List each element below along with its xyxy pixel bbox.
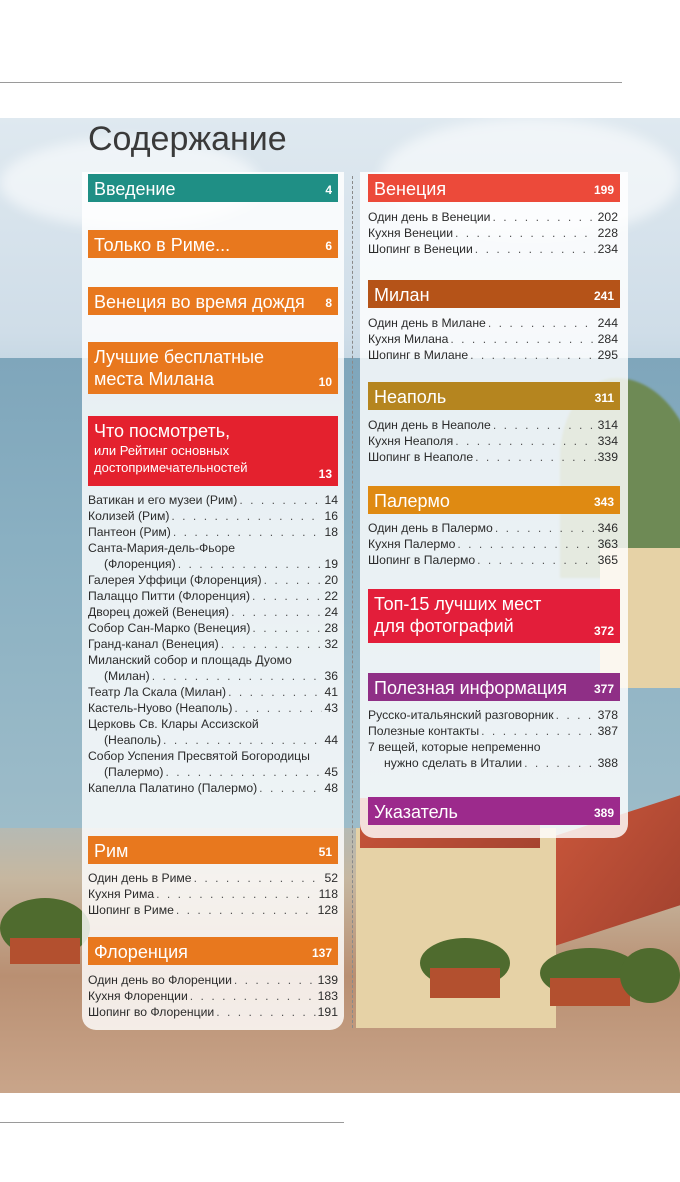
- column-divider: [352, 176, 353, 1028]
- page-number: 13: [318, 467, 332, 481]
- page-number: 51: [318, 845, 332, 859]
- page-number: 137: [311, 946, 332, 960]
- toc-entry[interactable]: Миланский собор и площадь Дуомо (Милан) . . . 36: [88, 652, 338, 684]
- section-useful-info[interactable]: [368, 673, 620, 701]
- section-label: Полезная информация: [374, 678, 567, 698]
- page-number: 241: [593, 289, 614, 303]
- toc-entry[interactable]: Собор Сан-Марко (Венеция) . . . 28: [88, 620, 338, 636]
- section-label: Венеция: [374, 179, 447, 199]
- page-title: Содержание: [88, 120, 287, 158]
- toc-entry[interactable]: Один день в Палермо . . . 346: [368, 520, 618, 536]
- section-label-line1: Топ-15 лучших мест: [374, 594, 542, 614]
- page-number: 389: [593, 806, 614, 820]
- toc-entry[interactable]: Шопинг в Риме . . . 128: [88, 902, 338, 918]
- sights-list: [88, 492, 338, 796]
- page-number: 6: [325, 239, 332, 253]
- section-naples[interactable]: [368, 382, 620, 410]
- page-number: 4: [325, 183, 332, 197]
- section-label: Милан: [374, 285, 430, 305]
- toc-entry[interactable]: 7 вещей, которые непременно нужно сделать в Италии . . . 388: [368, 739, 618, 771]
- toc-entry[interactable]: Шопинг во Флоренции . . . 191: [88, 1004, 338, 1020]
- useful-list: [368, 707, 618, 771]
- page-number: 10: [318, 375, 332, 389]
- toc-entry[interactable]: Кастель-Нуово (Неаполь) . . . 43: [88, 700, 338, 716]
- toc-entry[interactable]: Один день в Риме . . . 52: [88, 870, 338, 886]
- toc-entry[interactable]: Собор Успения Пресвятой Богородицы (Палермо) . . . 45: [88, 748, 338, 780]
- page-number: 372: [593, 624, 614, 638]
- toc-entry[interactable]: Один день в Милане . . . 244: [368, 315, 618, 331]
- section-venice[interactable]: [368, 174, 620, 202]
- toc-entry[interactable]: Кухня Венеции . . . 228: [368, 225, 618, 241]
- toc-entry[interactable]: Ватикан и его музеи (Рим) . . . 14: [88, 492, 338, 508]
- toc-entry[interactable]: Один день в Неаполе . . . 314: [368, 417, 618, 433]
- venice-list: [368, 209, 618, 257]
- section-only-rome[interactable]: [88, 230, 338, 258]
- toc-entry[interactable]: Шопинг в Неаполе . . . 339: [368, 449, 618, 465]
- toc-entry[interactable]: Колизей (Рим) . . . 16: [88, 508, 338, 524]
- toc-entry[interactable]: Дворец дожей (Венеция) . . . 24: [88, 604, 338, 620]
- toc-entry[interactable]: Капелла Палатино (Палермо) . . . 48: [88, 780, 338, 796]
- toc-entry[interactable]: Шопинг в Венеции . . . 234: [368, 241, 618, 257]
- toc-entry[interactable]: Шопинг в Палермо . . . 365: [368, 552, 618, 568]
- section-milan[interactable]: [368, 280, 620, 308]
- toc-entry[interactable]: Русско-итальянский разговорник . . . 378: [368, 707, 618, 723]
- section-venice-rain[interactable]: [88, 287, 338, 315]
- toc-entry[interactable]: Палаццо Питти (Флоренция) . . . 22: [88, 588, 338, 604]
- section-label: Указатель: [374, 802, 458, 822]
- section-label: Только в Риме...: [94, 235, 231, 255]
- top-rule: [0, 82, 622, 83]
- palermo-list: [368, 520, 618, 568]
- section-label: Рим: [94, 841, 129, 861]
- toc-entry[interactable]: Театр Ла Скала (Милан) . . . 41: [88, 684, 338, 700]
- toc-entry[interactable]: Шопинг в Милане . . . 295: [368, 347, 618, 363]
- section-index[interactable]: [368, 797, 620, 825]
- section-milan-free[interactable]: [88, 342, 338, 394]
- toc-entry[interactable]: Кухня Милана . . . 284: [368, 331, 618, 347]
- toc-entry[interactable]: Один день во Флоренции . . . 139: [88, 972, 338, 988]
- page-number: 377: [593, 682, 614, 696]
- toc-entry[interactable]: Кухня Неаполя . . . 334: [368, 433, 618, 449]
- page-number: 199: [593, 183, 614, 197]
- section-label-line1: Лучшие бесплатные: [94, 347, 265, 367]
- naples-list: [368, 417, 618, 465]
- toc-entry[interactable]: Санта-Мария-дель-Фьоре (Флоренция) . . . 19: [88, 540, 338, 572]
- toc-entry[interactable]: Гранд-канал (Венеция) . . . 32: [88, 636, 338, 652]
- toc-entry[interactable]: Галерея Уффици (Флоренция) . . . 20: [88, 572, 338, 588]
- toc-entry[interactable]: Один день в Венеции . . . 202: [368, 209, 618, 225]
- page-number: 343: [593, 495, 614, 509]
- toc-entry[interactable]: Кухня Палермо . . . 363: [368, 536, 618, 552]
- section-what-to-see[interactable]: [88, 416, 338, 486]
- section-label: Введение: [94, 179, 176, 199]
- section-label: Палермо: [374, 491, 450, 511]
- milan-list: [368, 315, 618, 363]
- toc-entry[interactable]: Кухня Флоренции . . . 183: [88, 988, 338, 1004]
- toc-entry[interactable]: Пантеон (Рим) . . . 18: [88, 524, 338, 540]
- section-florence[interactable]: [88, 937, 338, 965]
- florence-list: [88, 972, 338, 1020]
- toc-entry[interactable]: Полезные контакты . . . 387: [368, 723, 618, 739]
- bottom-rule: [0, 1122, 344, 1123]
- section-top15[interactable]: [368, 589, 620, 643]
- section-label-line3: достопримечательностей: [94, 460, 248, 475]
- section-label: Венеция во время дождя: [94, 292, 305, 312]
- section-label: Неаполь: [374, 387, 447, 407]
- section-label-line2: или Рейтинг основных: [94, 443, 230, 458]
- rome-list: [88, 870, 338, 918]
- section-label-line2: места Милана: [94, 369, 214, 389]
- section-label: Флоренция: [94, 942, 188, 962]
- section-rome[interactable]: [88, 836, 338, 864]
- section-intro[interactable]: [88, 174, 338, 202]
- toc-entry[interactable]: Кухня Рима . . . 118: [88, 886, 338, 902]
- section-label-line2: для фотографий: [374, 616, 514, 636]
- section-label-line1: Что посмотреть,: [94, 421, 231, 441]
- section-palermo[interactable]: [368, 486, 620, 514]
- page-number: 8: [325, 296, 332, 310]
- page-number: 311: [594, 391, 614, 405]
- toc-entry[interactable]: Церковь Св. Клары Ассизской (Неаполь) . . . 44: [88, 716, 338, 748]
